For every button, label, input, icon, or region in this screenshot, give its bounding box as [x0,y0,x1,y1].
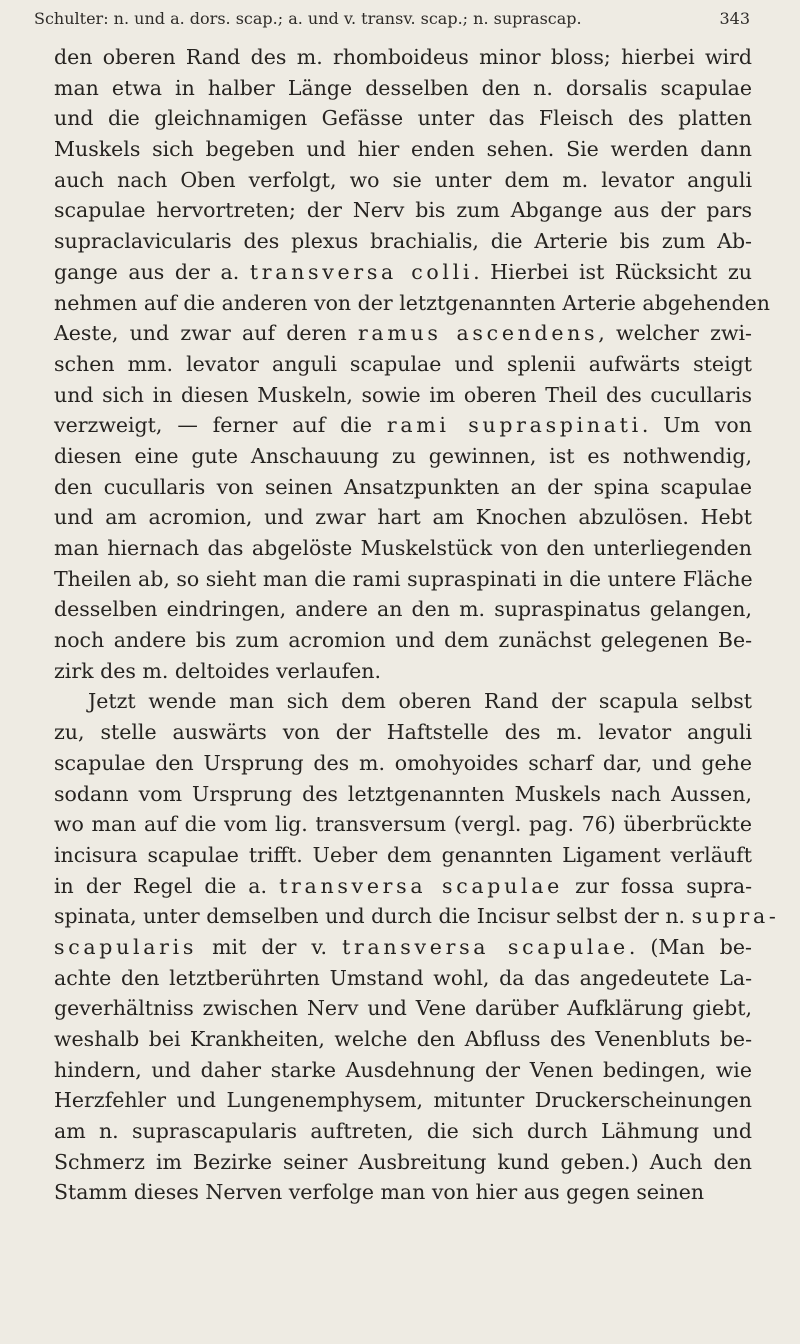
text-run: supraclavicularis des plexus brachialis, die Arterie bis zum Ab- [54,229,752,254]
text-run: incisura scapulae trifft. Ueber dem genannten Ligament verläuft [54,842,752,867]
text-line [54,226,752,257]
text-line [54,1055,752,1086]
text-run: in der Regel die a. [54,873,280,898]
text-line [54,533,752,564]
running-head-title: Schulter: n. und a. dors. scap.; a. und v. transv. scap.; n. suprascap. [34,9,582,28]
text-line [54,686,752,717]
text-run: Theilen ab, so sieht man die rami supraspinati in die untere Fläche [54,566,753,591]
text-line [54,195,752,226]
text-run: . Um von [641,413,752,438]
text-run: , welcher zwi- [598,321,752,346]
text-run: auch nach Oben verfolgt, wo sie unter dem m. levator anguli [54,167,752,192]
text-run: und sich in diesen Muskeln, sowie im oberen Theil des cucullaris [54,382,752,407]
text-run: gange aus der a. [54,259,250,284]
text-line [54,441,752,472]
text-line [54,564,752,595]
text-run: Aeste, und zwar auf deren [54,321,358,346]
text-run: wo man auf die vom lig. transversum (vergl. pag. 76) überbrückte [54,812,752,837]
text-run: hindern, und daher starke Ausdehnung der Venen bedingen, wie [54,1057,752,1082]
text-line [54,502,752,533]
text-run: achte den letztberührten Umstand wohl, da das angedeutete La- [54,965,752,990]
text-line [54,932,752,963]
running-head [34,8,750,30]
text-line [54,380,752,411]
text-run: diesen eine gute Anschauung zu gewinnen, ist es nothwendig, [54,443,752,468]
text-run: Muskels sich begeben und hier enden sehen. Sie werden dann [54,137,752,162]
text-line [54,594,752,625]
text-run: den cucullaris von seinen Ansatzpunkten an der spina scapulae [54,474,752,499]
text-line [54,625,752,656]
text-run: nehmen auf die anderen von der letztgenannten Arterie abgehenden [54,290,770,315]
text-run: man etwa in halber Länge desselben den n. dorsalis scapulae [54,75,752,100]
text-line [54,410,752,441]
spaced-term: transversa scapulae [279,873,563,898]
text-line [54,472,752,503]
text-line [54,288,770,319]
text-line [54,809,752,840]
text-run: den oberen Rand des m. rhomboideus minor bloss; hierbei wird [54,45,752,69]
text-run: Schmerz im Bezirke seiner Ausbreitung kund geben.) Auch den [54,1149,752,1174]
text-run: desselben eindringen, andere an den m. supraspinatus gelangen, [54,597,752,622]
text-line [54,73,752,104]
text-line [54,748,752,779]
spaced-term: transversa scapulae [342,934,629,959]
body-text [54,42,780,1208]
text-run: und am acromion, und zwar hart am Knochen abzulösen. Hebt [54,505,752,530]
text-run: scapulae hervortreten; der Nerv bis zum Abgange aus der pars [54,198,752,223]
text-line [54,717,752,748]
spaced-term: transversa colli [249,259,474,284]
text-run: scapulae den Ursprung des m. omohyoides scharf dar, und gehe [54,750,752,775]
text-line [54,901,780,932]
text-line [54,257,752,288]
text-line [54,656,752,687]
text-line [54,103,752,134]
text-line [54,871,752,902]
text-run: geverhältniss zwischen Nerv und Vene darüber Aufklärung giebt, [54,996,752,1021]
text-line [54,1085,752,1116]
text-line [54,779,752,810]
text-line [54,963,752,994]
text-run: zur fossa supra- [563,873,753,898]
text-run: zirk des m. deltoides verlaufen. [54,658,382,683]
text-run: Stamm dieses Nerven verfolge man von hier aus gegen seinen [54,1180,705,1205]
text-run: spinata, unter demselben und durch die Incisur selbst der n. [54,904,692,929]
text-line [54,42,752,73]
text-run: man hiernach das abgelöste Muskelstück von den unterliegenden [54,536,752,560]
spaced-term: supra- [691,904,780,929]
spaced-term: rami supraspinati [386,413,642,438]
text-line [54,1024,752,1055]
text-line [54,1147,752,1178]
text-run: schen mm. levator anguli scapulae und splenii aufwärts steigt [54,351,752,376]
text-line [54,993,752,1024]
text-run: zu, stelle auswärts von der Haftstelle des m. levator anguli [54,720,752,745]
text-line [54,318,752,349]
text-run: . (Man be- [628,934,752,959]
spaced-term: scapularis [54,934,198,959]
text-line [54,134,752,165]
text-run: Herzfehler und Lungenemphysem, mitunter Druckerscheinungen [54,1088,752,1113]
text-line [54,1177,752,1208]
text-run: Jetzt wende man sich dem oberen Rand der scapula selbst [88,689,752,714]
text-line [54,840,752,871]
text-run: sodann vom Ursprung des letztgenannten Muskels nach Aussen, [54,781,752,806]
text-run: verzweigt, — ferner auf die [54,413,387,438]
text-run: noch andere bis zum acromion und dem zunächst gelegenen Be- [54,628,752,653]
page-number: 343 [719,9,750,28]
text-run: . Hierbei ist Rücksicht zu [473,259,752,284]
text-line [54,165,752,196]
text-run: weshalb bei Krankheiten, welche den Abfluss des Venenbluts be- [54,1027,752,1051]
text-run: und die gleichnamigen Gefässe unter das Fleisch des platten [54,106,752,131]
text-line [54,349,752,380]
text-run: mit der v. [197,934,343,959]
text-run: am n. suprascapularis auftreten, die sich durch Lähmung und [54,1119,752,1144]
spaced-term: ramus ascendens [357,321,599,346]
text-line [54,1116,752,1147]
